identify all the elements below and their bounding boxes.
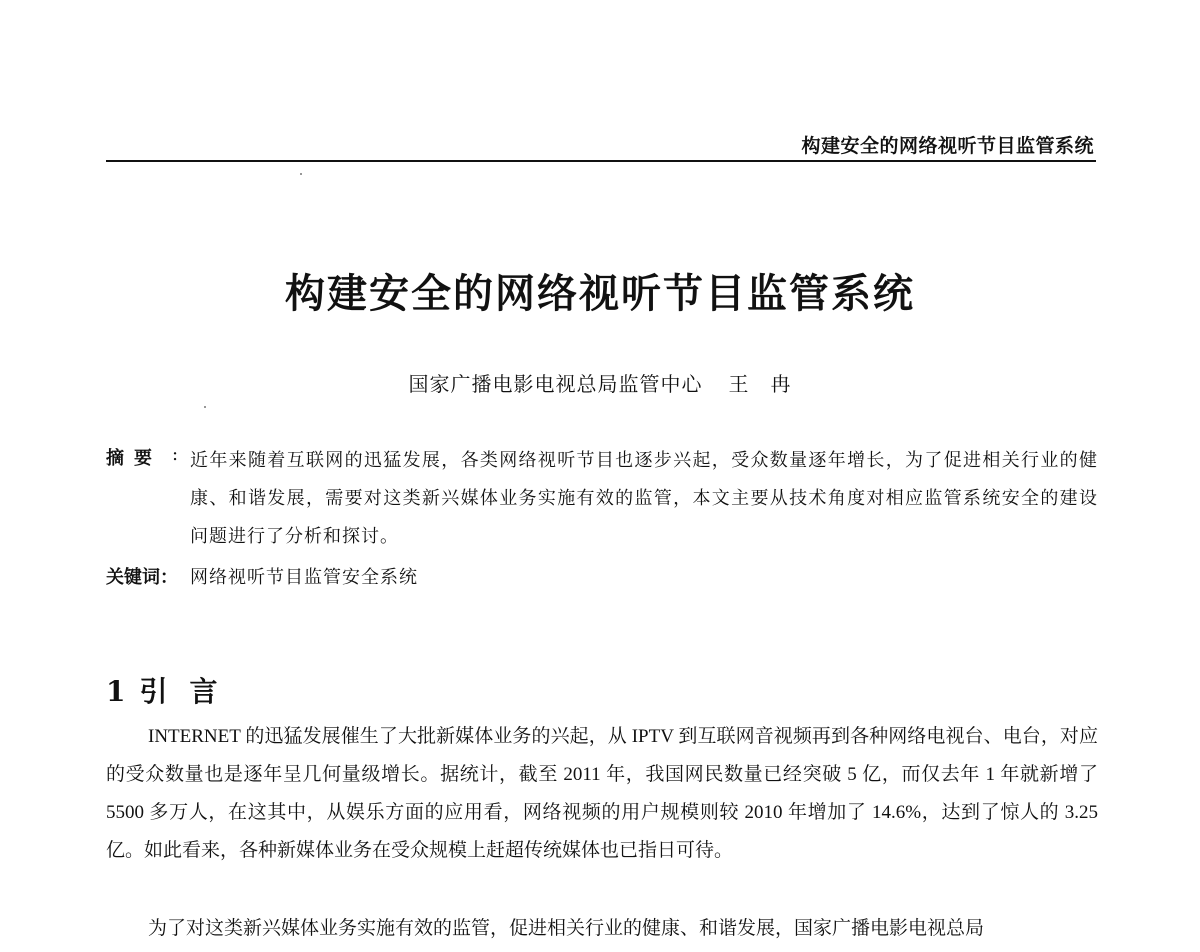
abstract-text: 近年来随着互联网的迅猛发展，各类网络视听节目也逐步兴起，受众数量逐年增长，为了促进相关行业的健康、和谐发展，需要对这类新兴媒体业务实施有效的监管，本文主要从技术角度对相应监管系统安全的建设问题进行了分析和探讨。 [190,450,1098,547]
running-head: 构建安全的网络视听节目监管系统 [801,135,1094,157]
byline [0,368,1200,397]
keywords-text: 网络视听节目监管安全系统 [190,567,418,588]
affiliation: 国家广播电影电视总局监管中心 [408,372,703,396]
body-paragraph: 为了对这类新兴媒体业务实施有效的监管，促进相关行业的健康、和谐发展，国家广播电影电视总局 [148,918,985,939]
scan-speck [300,173,302,175]
abstract-colon: : [172,444,179,465]
scan-speck [204,406,206,408]
section-number: 1 [106,675,126,708]
body-paragraph: INTERNET 的迅猛发展催生了大批新媒体业务的兴起，从 IPTV 到互联网音视频再到各种网络电视台、电台，对应的受众数量也是逐年呈几何量级增长。据统计，截至 2011 年，我国网民数量已经突破 5 亿，而仅去年 1 年就新增了 5500 多万人，在这其中，从娱乐方面的应用看，网络视频的用户规模则较 2010 年增加了 14.6%，达到了惊人的 3.25 亿。如此看来，各种新媒体业务在受众规模上赶超传统媒体也已指日可待。 [106,726,1098,861]
abstract-label: 摘要 [106,448,162,469]
author: 王 冉 [728,372,792,396]
keywords-label: 关键词： [106,567,178,588]
paper-title: 构建安全的网络视听节目监管系统 [285,270,915,317]
section-title: 引言 [139,675,240,708]
section-heading [106,670,240,710]
header-rule [106,160,1096,162]
